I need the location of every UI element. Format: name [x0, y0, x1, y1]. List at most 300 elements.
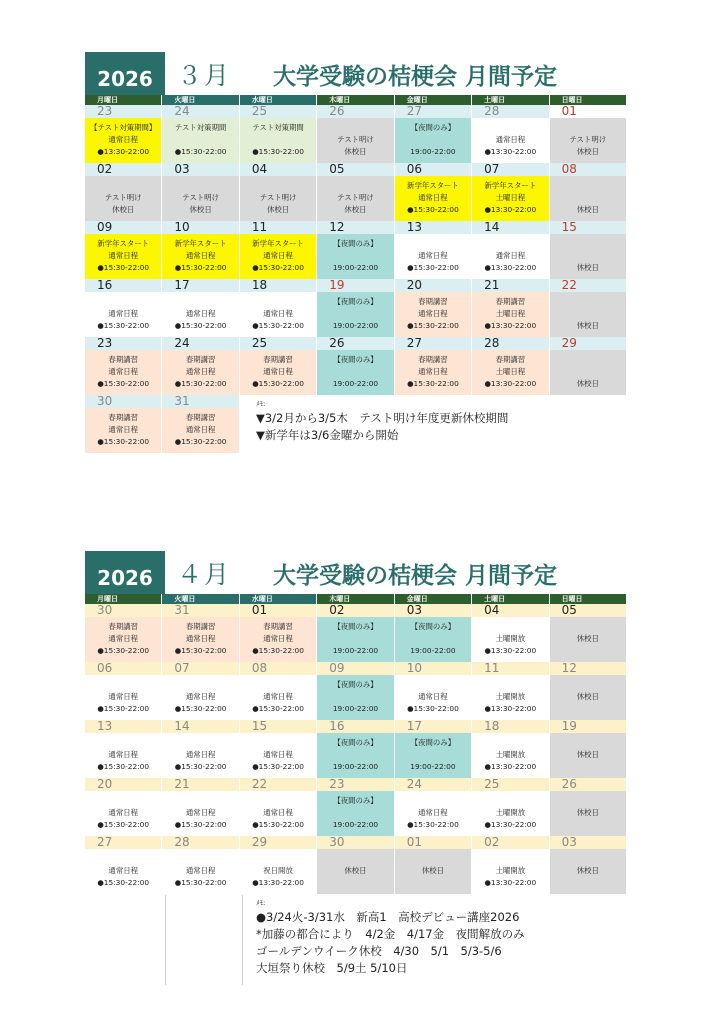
calendar-week: [85, 662, 627, 720]
day-schedule: [472, 791, 548, 836]
day-cell: [162, 163, 239, 221]
schedule-line: 春期講習: [185, 413, 216, 422]
day-cell: [85, 662, 162, 720]
day-cell: [395, 337, 472, 395]
weekday-thu: 木曜日: [317, 95, 394, 105]
memo-label: ﾒﾓ:: [256, 899, 266, 907]
day-number: 01: [395, 836, 471, 849]
memo-line: ▼新学年は3/6金曜から開始: [256, 428, 399, 442]
day-cell: [550, 662, 627, 720]
day-cell: [162, 604, 239, 662]
schedule-line: 【夜間のみ】: [410, 622, 456, 631]
day-schedule: [317, 350, 393, 395]
day-number: 04: [240, 163, 316, 176]
schedule-line: 通常日程: [185, 251, 216, 260]
schedule-line: ●15:30-22:00: [174, 762, 227, 771]
schedule-line: 土曜日程: [495, 309, 526, 318]
memo-divider: [165, 895, 166, 985]
day-cell: [550, 836, 627, 894]
schedule-line: 通常日程: [263, 750, 293, 759]
day-number: 28: [472, 337, 548, 350]
day-number: 02: [472, 836, 548, 849]
day-cell: [85, 395, 162, 453]
schedule-line: [395, 853, 471, 865]
schedule-line: 休校日: [189, 205, 212, 214]
schedule-line: ●15:30-22:00: [252, 820, 304, 829]
schedule-line: [395, 633, 471, 645]
day-number: 23: [317, 778, 393, 791]
calendar-grid: [85, 105, 627, 453]
schedule-line: ●15:30-22:00: [97, 646, 150, 655]
schedule-line: ●15:30-22:00: [407, 205, 459, 214]
schedule-line: [395, 877, 471, 889]
schedule-line: 通常日程: [108, 425, 138, 434]
day-number: 30: [85, 604, 161, 617]
day-schedule: [395, 176, 471, 221]
day-cell: [162, 221, 239, 279]
day-number: 28: [162, 836, 238, 849]
day-schedule: [240, 176, 316, 221]
day-cell: [85, 720, 162, 778]
day-cell: [472, 105, 549, 163]
day-schedule: [395, 234, 471, 279]
day-number: 05: [317, 163, 393, 176]
day-schedule: [317, 617, 393, 662]
schedule-line: 春期講習: [185, 622, 216, 631]
weekday-tue: 火曜日: [162, 594, 239, 604]
day-number: 20: [395, 279, 471, 292]
schedule-line: ●13:30-22:00: [484, 147, 537, 156]
schedule-line: ●15:30-22:00: [174, 646, 227, 655]
schedule-line: [85, 795, 161, 807]
day-number: 26: [317, 337, 393, 350]
day-schedule: [472, 292, 548, 337]
schedule-line: [317, 633, 393, 645]
schedule-line: 通常日程: [108, 309, 138, 318]
day-cell: [472, 662, 549, 720]
day-schedule: [317, 791, 393, 836]
day-cell: [85, 279, 162, 337]
day-schedule: [85, 408, 161, 453]
day-number: 01: [240, 604, 316, 617]
schedule-line: [550, 737, 626, 749]
day-cell: [240, 105, 317, 163]
day-schedule: [240, 234, 316, 279]
schedule-line: 春期講習: [495, 297, 526, 306]
schedule-line: 通常日程: [185, 692, 216, 701]
day-cell: [85, 221, 162, 279]
day-schedule: [472, 617, 548, 662]
schedule-line: [317, 180, 393, 192]
schedule-line: [472, 737, 548, 749]
day-number: 24: [162, 105, 238, 118]
weekday-sun: 日曜日: [550, 594, 627, 604]
schedule-line: テスト明け: [182, 193, 219, 202]
memo-line: ●3/24火-3/31水 新高1 高校デビュー講座2026: [256, 910, 520, 924]
schedule-line: 休校日: [576, 750, 599, 759]
schedule-line: [550, 853, 626, 865]
day-number: 17: [395, 720, 471, 733]
day-schedule: [550, 234, 626, 279]
day-number: 31: [162, 395, 238, 408]
day-schedule: [85, 292, 161, 337]
day-cell: [550, 778, 627, 836]
calendar-week: [85, 720, 627, 778]
schedule-line: 春期講習: [108, 622, 138, 631]
schedule-line: ●15:30-22:00: [407, 379, 459, 388]
schedule-line: 通常日程: [185, 367, 216, 376]
schedule-line: [240, 679, 316, 691]
schedule-line: ●15:30-22:00: [174, 820, 227, 829]
schedule-line: ●15:30-22:00: [252, 263, 304, 272]
schedule-line: [550, 761, 626, 773]
schedule-line: 休校日: [576, 147, 599, 156]
schedule-line: ●15:30-22:00: [407, 321, 459, 330]
day-schedule: [317, 118, 393, 163]
weekday-header: [85, 95, 627, 105]
calendar-week: [85, 105, 627, 163]
schedule-line: [550, 703, 626, 715]
schedule-line: ●15:30-22:00: [174, 437, 227, 446]
schedule-line: 19:00-22:00: [332, 646, 379, 655]
memo-line: *加藤の都合により 4/2金 4/17金 夜間解放のみ: [256, 927, 525, 941]
day-cell: [317, 337, 394, 395]
schedule-line: テスト対策期間: [252, 123, 304, 132]
schedule-line: 通常日程: [108, 808, 138, 817]
calendar-week: [85, 337, 627, 395]
day-schedule: [240, 675, 316, 720]
day-number: 08: [550, 163, 626, 176]
schedule-line: ●15:30-22:00: [407, 704, 459, 713]
day-cell: [395, 720, 472, 778]
day-number: 21: [472, 279, 548, 292]
calendar-week: [85, 604, 627, 662]
schedule-line: [550, 308, 626, 320]
schedule-line: [240, 134, 316, 146]
schedule-line: ●15:30-22:00: [252, 321, 304, 330]
day-number: 20: [85, 778, 161, 791]
day-schedule: [395, 118, 471, 163]
day-schedule: [395, 791, 471, 836]
day-schedule: [550, 350, 626, 395]
schedule-line: [550, 877, 626, 889]
schedule-line: 春期講習: [263, 622, 293, 631]
day-number: 12: [550, 662, 626, 675]
schedule-line: [240, 737, 316, 749]
day-number: 12: [317, 221, 393, 234]
schedule-line: [550, 679, 626, 691]
day-schedule: [162, 675, 238, 720]
day-schedule: [550, 791, 626, 836]
day-cell: [550, 163, 627, 221]
day-schedule: [395, 675, 471, 720]
schedule-line: ●13:30-22:00: [97, 147, 150, 156]
day-schedule: [317, 733, 393, 778]
day-cell: [317, 720, 394, 778]
schedule-line: 通常日程: [495, 251, 526, 260]
day-schedule: [472, 176, 548, 221]
schedule-line: 通常日程: [108, 692, 138, 701]
day-schedule: [240, 791, 316, 836]
day-schedule: [550, 118, 626, 163]
schedule-line: [550, 192, 626, 204]
weekday-mon: 月曜日: [85, 95, 162, 105]
schedule-line: 休校日: [576, 808, 599, 817]
memo-line: ゴールデンウイーク休校 4/30 5/1 5/3-5/6: [256, 944, 502, 958]
schedule-line: ●13:30-22:00: [484, 762, 537, 771]
day-schedule: [317, 292, 393, 337]
day-cell: [395, 221, 472, 279]
day-schedule: [162, 733, 238, 778]
day-schedule: [472, 733, 548, 778]
day-cell: [317, 105, 394, 163]
day-cell: [395, 604, 472, 662]
day-number: 18: [240, 279, 316, 292]
day-schedule: [85, 617, 161, 662]
day-cell: [162, 836, 239, 894]
schedule-line: [317, 877, 393, 889]
day-number: 21: [162, 778, 238, 791]
day-cell: [162, 105, 239, 163]
schedule-line: [85, 679, 161, 691]
schedule-line: 通常日程: [185, 866, 216, 875]
schedule-line: 春期講習: [185, 355, 216, 364]
day-schedule: [472, 234, 548, 279]
schedule-line: 通常日程: [108, 135, 138, 144]
schedule-line: [162, 795, 238, 807]
day-schedule: [472, 350, 548, 395]
weekday-wed: 水曜日: [240, 95, 317, 105]
schedule-line: ●15:30-22:00: [407, 820, 459, 829]
day-cell: [550, 279, 627, 337]
day-number: 15: [550, 221, 626, 234]
memo-text: [256, 909, 525, 977]
day-schedule: [395, 292, 471, 337]
schedule-line: ●15:30-22:00: [252, 646, 304, 655]
day-schedule: [472, 118, 548, 163]
schedule-line: 春期講習: [108, 355, 138, 364]
schedule-line: 19:00-22:00: [332, 379, 379, 388]
schedule-line: 通常日程: [185, 425, 216, 434]
day-cell: [162, 720, 239, 778]
schedule-line: 19:00-22:00: [410, 762, 456, 771]
memo-divider: [242, 895, 243, 985]
day-number: 14: [472, 221, 548, 234]
schedule-line: 休校日: [266, 205, 290, 214]
day-schedule: [85, 849, 161, 894]
schedule-line: [550, 180, 626, 192]
schedule-line: ●15:30-22:00: [174, 704, 227, 713]
day-cell: [317, 604, 394, 662]
day-number: 19: [317, 279, 393, 292]
schedule-line: [162, 853, 238, 865]
schedule-line: ●15:30-22:00: [174, 379, 227, 388]
schedule-line: 通常日程: [185, 634, 216, 643]
schedule-line: [395, 749, 471, 761]
memo-line: ▼3/2月から3/5木 テスト明け年度更新休校期間: [256, 411, 509, 425]
day-number: 25: [240, 337, 316, 350]
schedule-line: ●13:30-22:00: [484, 205, 537, 214]
day-cell: [162, 778, 239, 836]
schedule-line: [550, 795, 626, 807]
schedule-line: 祝日開放: [263, 866, 293, 875]
schedule-line: [395, 238, 471, 250]
schedule-line: [472, 795, 548, 807]
schedule-line: [395, 795, 471, 807]
schedule-line: 新学年スタート: [252, 239, 304, 248]
day-cell: [395, 778, 472, 836]
schedule-line: ●15:30-22:00: [97, 437, 150, 446]
day-number: 16: [317, 720, 393, 733]
schedule-line: [550, 296, 626, 308]
calendar-title: 大学受験の桔梗会 月間予定: [273, 64, 558, 90]
day-schedule: [162, 617, 238, 662]
schedule-line: テスト明け: [337, 135, 374, 144]
schedule-line: [240, 795, 316, 807]
schedule-line: ●15:30-22:00: [407, 263, 459, 272]
schedule-line: [317, 250, 393, 262]
schedule-line: 土曜開放: [495, 808, 526, 817]
schedule-line: 通常日程: [108, 251, 138, 260]
day-schedule: [550, 849, 626, 894]
schedule-line: [395, 134, 471, 146]
day-number: 24: [162, 337, 238, 350]
schedule-line: 通常日程: [418, 367, 448, 376]
day-number: 19: [550, 720, 626, 733]
schedule-line: [550, 238, 626, 250]
schedule-line: [317, 122, 393, 134]
schedule-line: 【夜間のみ】: [333, 680, 378, 689]
day-schedule: [317, 675, 393, 720]
schedule-line: 休校日: [576, 205, 599, 214]
schedule-line: [162, 737, 238, 749]
day-schedule: [550, 292, 626, 337]
schedule-line: ●13:30-22:00: [252, 878, 304, 887]
day-cell: [317, 163, 394, 221]
day-number: 26: [550, 778, 626, 791]
schedule-line: テスト対策期間: [174, 123, 227, 132]
schedule-line: 土曜開放: [495, 634, 526, 643]
schedule-line: 19:00-22:00: [410, 646, 456, 655]
day-number: 15: [240, 720, 316, 733]
day-cell: [395, 105, 472, 163]
day-cell: [85, 604, 162, 662]
day-cell: [240, 279, 317, 337]
day-cell: [550, 105, 627, 163]
schedule-line: 通常日程: [418, 808, 448, 817]
day-cell: [240, 221, 317, 279]
day-schedule: [162, 292, 238, 337]
day-cell: [85, 105, 162, 163]
calendar-header: [85, 551, 627, 594]
schedule-line: 【夜間のみ】: [333, 239, 378, 248]
april-calendar: [85, 551, 627, 894]
schedule-line: 通常日程: [185, 808, 216, 817]
day-cell: [395, 836, 472, 894]
schedule-line: 【夜間のみ】: [333, 622, 378, 631]
schedule-line: 通常日程: [263, 808, 293, 817]
day-schedule: [240, 292, 316, 337]
day-schedule: [317, 234, 393, 279]
day-cell: [240, 836, 317, 894]
schedule-line: 通常日程: [495, 135, 526, 144]
schedule-line: [240, 853, 316, 865]
schedule-line: ●15:30-22:00: [97, 379, 150, 388]
day-schedule: [472, 675, 548, 720]
calendar-week: [85, 279, 627, 337]
schedule-line: 春期講習: [108, 413, 138, 422]
schedule-line: 休校日: [576, 321, 599, 330]
day-cell: [550, 720, 627, 778]
day-number: 13: [85, 720, 161, 733]
schedule-line: 土曜日程: [495, 367, 526, 376]
schedule-line: [317, 366, 393, 378]
day-cell: [472, 279, 549, 337]
day-schedule: [162, 118, 238, 163]
march-calendar: [85, 52, 627, 453]
schedule-line: 新学年スタート: [174, 239, 227, 248]
day-number: 11: [472, 662, 548, 675]
schedule-line: ●15:30-22:00: [97, 878, 150, 887]
day-cell: [472, 221, 549, 279]
day-number: 08: [240, 662, 316, 675]
schedule-line: 通常日程: [418, 251, 448, 260]
day-schedule: [317, 849, 393, 894]
day-number: 26: [317, 105, 393, 118]
memo-text: [256, 410, 508, 444]
schedule-line: 休校日: [576, 379, 599, 388]
day-cell: [85, 337, 162, 395]
schedule-line: 通常日程: [263, 634, 293, 643]
day-number: 03: [395, 604, 471, 617]
day-schedule: [240, 733, 316, 778]
calendar-title: 大学受験の桔梗会 月間予定: [273, 563, 558, 589]
schedule-line: [472, 238, 548, 250]
day-cell: [162, 395, 239, 453]
schedule-line: [85, 296, 161, 308]
schedule-line: ●15:30-22:00: [174, 321, 227, 330]
schedule-line: 通常日程: [418, 692, 448, 701]
day-cell: [550, 221, 627, 279]
day-schedule: [162, 350, 238, 395]
day-schedule: [240, 617, 316, 662]
schedule-line: ●13:30-22:00: [484, 704, 537, 713]
day-cell: [395, 279, 472, 337]
schedule-line: 春期講習: [263, 355, 293, 364]
day-cell: [317, 778, 394, 836]
schedule-line: [395, 679, 471, 691]
schedule-line: 休校日: [576, 692, 599, 701]
weekday-header: [85, 594, 627, 604]
day-cell: [85, 778, 162, 836]
schedule-line: ●13:30-22:00: [484, 820, 537, 829]
schedule-line: ●15:30-22:00: [97, 321, 150, 330]
year-label: 2026: [85, 551, 165, 594]
day-cell: [240, 604, 317, 662]
schedule-line: 休校日: [576, 866, 599, 875]
day-number: 31: [162, 604, 238, 617]
year-label: 2026: [85, 52, 165, 95]
day-number: 09: [85, 221, 161, 234]
schedule-line: 土曜開放: [495, 692, 526, 701]
day-cell: [550, 604, 627, 662]
calendar-week: [85, 836, 627, 894]
day-cell: [317, 279, 394, 337]
memo-label: ﾒﾓ:: [256, 400, 266, 408]
schedule-line: ●15:30-22:00: [97, 704, 150, 713]
schedule-line: 休校日: [344, 866, 367, 875]
day-schedule: [550, 176, 626, 221]
